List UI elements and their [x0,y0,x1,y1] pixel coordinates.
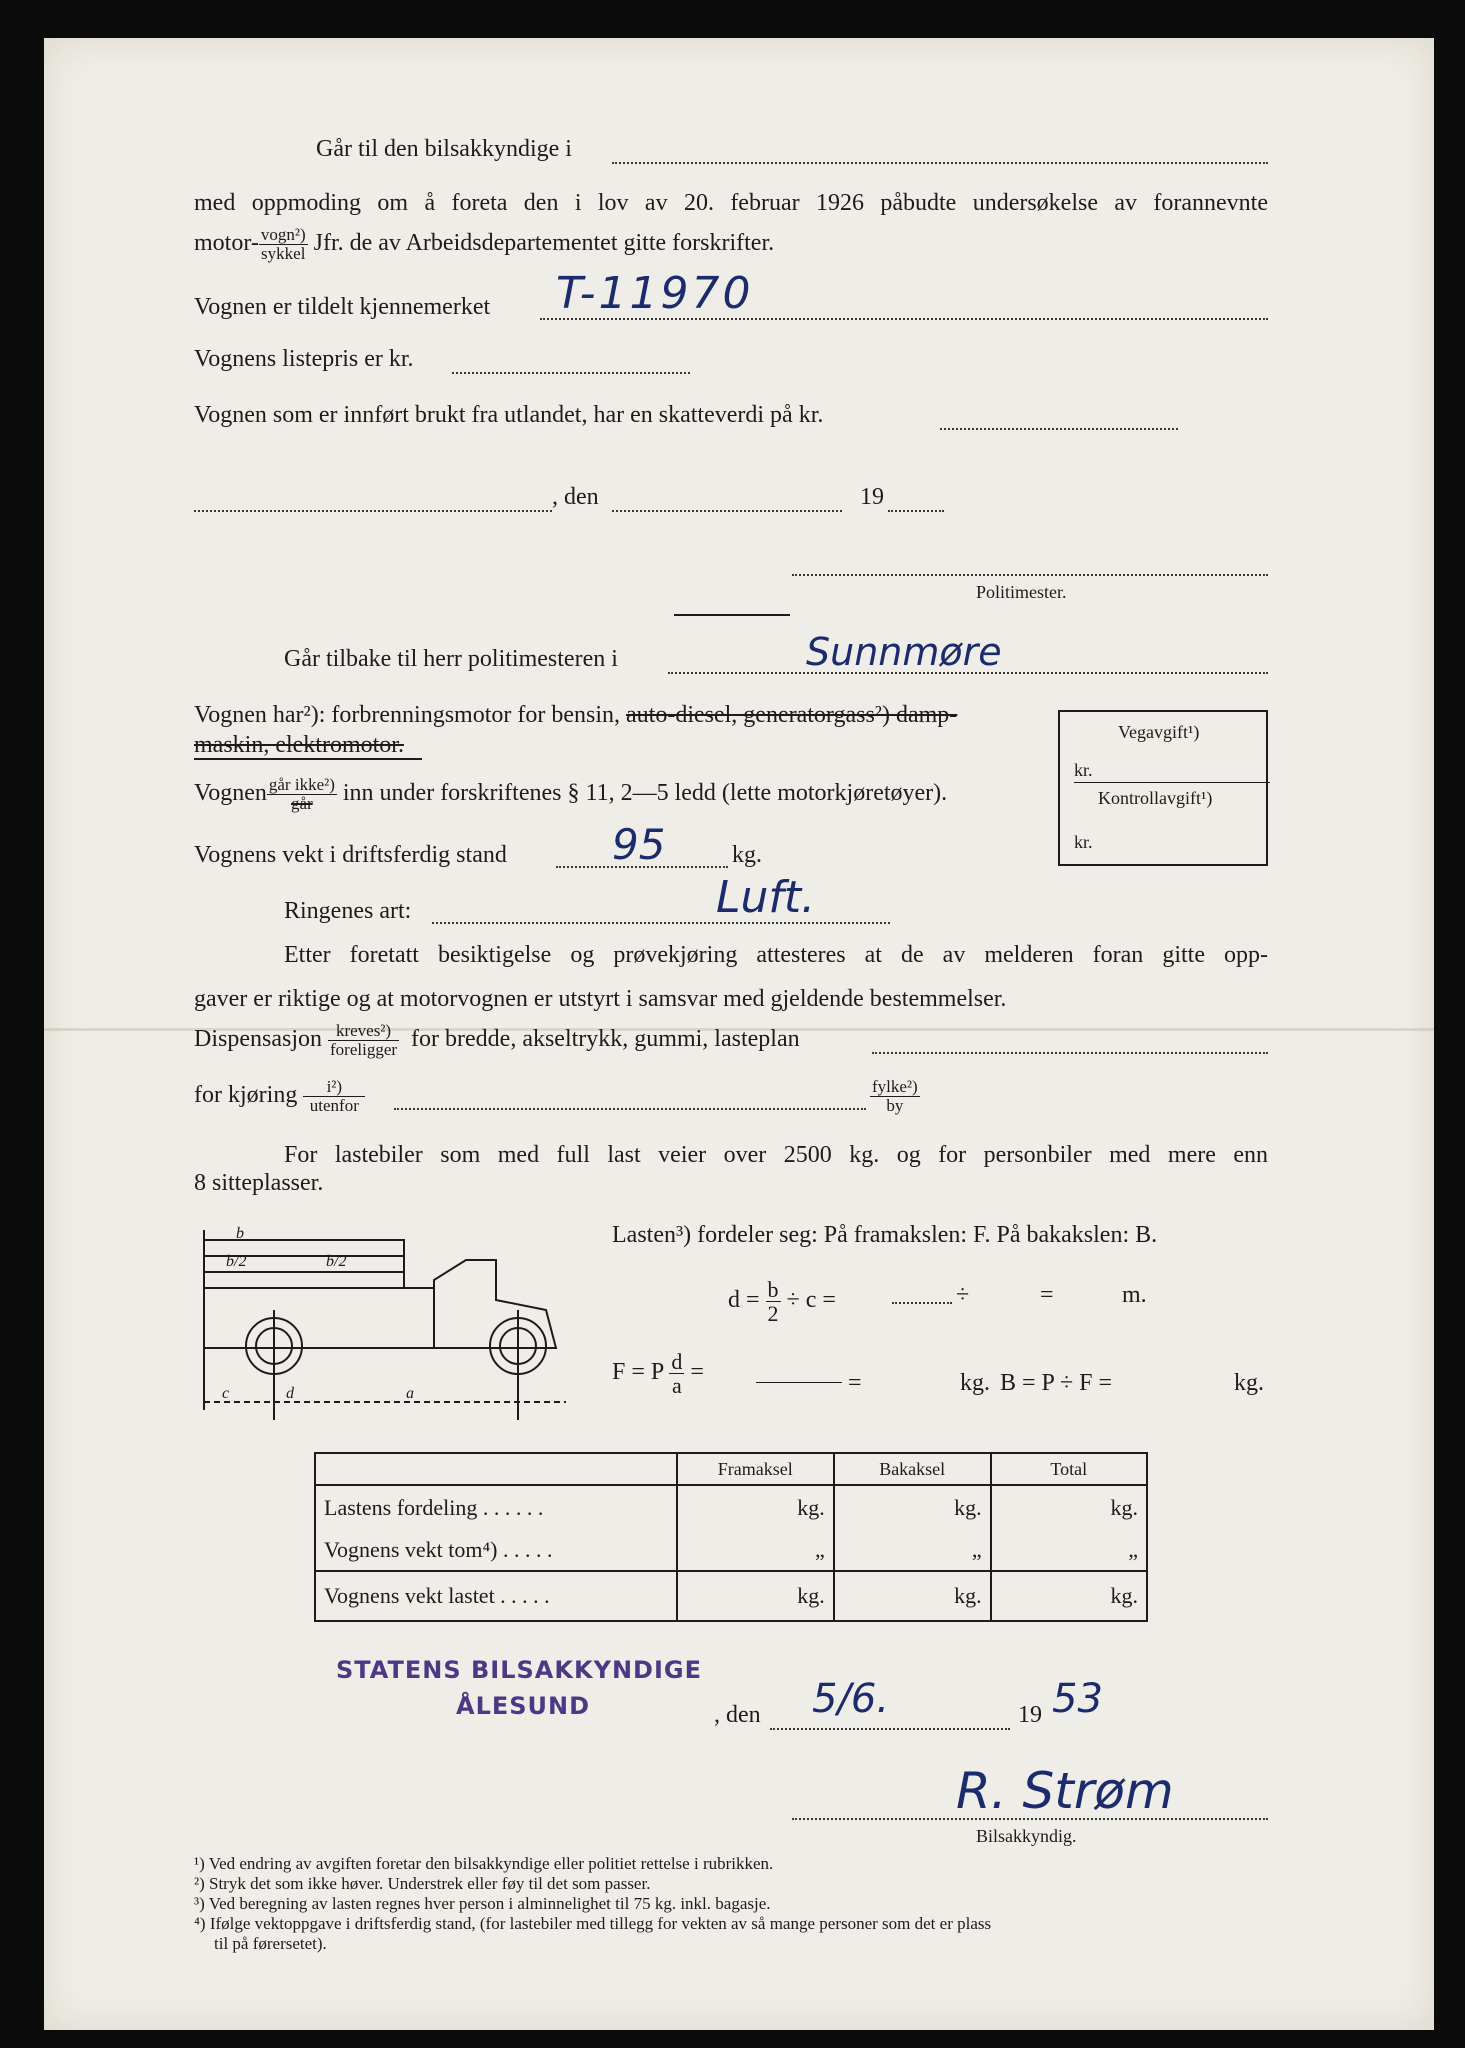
footnote-4-cont: til på førersetet). [214,1934,327,1953]
request-text: med oppmoding om å foreta den i lov av 20. februar 1926 påbudte undersøkelse av forannevnte [194,190,1268,216]
i-utenfor-fraction [303,1078,365,1115]
kjoring-field[interactable] [394,1108,866,1110]
date-value-2: 5/6. [812,1676,890,1722]
bilsakkyndig-label: Går til den bilsakkyndige i [316,136,572,162]
vekt-value: 95 [612,820,666,869]
table-row [315,1530,1147,1571]
motor-type-line1 [194,702,957,729]
truck-label-c: c [222,1385,230,1402]
truck-cab [434,1260,556,1348]
table-row-label: Vognens vekt lastet . . . . . [315,1571,677,1621]
year-value-2: 53 [1052,1676,1103,1722]
kontrollavgift-label: Kontrollavgift¹) [1098,788,1213,808]
year-label-1: 19 [860,484,884,510]
motor-type-underline [194,758,422,760]
year-label-2: 19 [1018,1702,1042,1728]
table-cell[interactable]: kg. [677,1485,834,1530]
ringer-label: Ringenes art: [284,898,412,924]
formula-f-frac [669,1350,684,1397]
politimester-sign-field[interactable] [792,574,1268,576]
frac-den: går [291,793,313,813]
truck-label-b: b [236,1225,244,1242]
stamp-line1: STATENS BILSAKKYNDIGE [336,1656,702,1684]
forskrift-rest: inn under forskriftenes § 11, 2—5 ledd (lette motorkjøretøyer). [342,779,948,806]
kreves-fraction [328,1022,399,1059]
bilsakkyndig-field[interactable] [612,162,1268,164]
den-label-2: , den [714,1702,761,1728]
dispensasjon-rest: for bredde, akseltrykk, gummi, lasteplan [411,1025,800,1052]
date-field-2[interactable] [770,1728,1010,1730]
vekt-unit: kg. [732,842,762,868]
lasten-text: Lasten³) fordeler seg: På framakslen: F. På bakakslen: B. [612,1222,1158,1248]
formula-d-field1[interactable] [892,1302,952,1304]
motor-line [194,226,774,263]
listepris-label: Vognens listepris er kr. [194,346,414,372]
frac-num: fylke²) [872,1077,918,1096]
vekt-label: Vognens vekt i driftsferdig stand [194,842,507,868]
formula-d-eq: = [1040,1282,1054,1308]
table-header-blank [315,1453,677,1485]
kjennemerke-label: Vognen er tildelt kjennemerket [194,294,491,320]
section-divider [674,614,790,616]
frac-num: b [767,1277,779,1302]
footnote-2: ²) Stryk det som ikke høver. Understrek eller føy til det som passer. [194,1874,651,1893]
truck-label-b2a: b/2 [226,1253,247,1270]
formula-d [728,1278,836,1325]
frac-num: d [671,1349,683,1374]
table-cell[interactable]: kg. [991,1485,1147,1530]
truck-chassis [204,1288,434,1348]
attest-line1: Etter foretatt besiktigelse og prøvekjøring attesteres at de av melderen foran gitte opp- [284,942,1268,968]
truck-label-d: d [286,1385,294,1402]
forskrift-line [194,776,947,813]
table-cell[interactable]: „ [677,1530,834,1571]
formula-d-minus: ÷ [956,1282,970,1308]
tilbake-value: Sunnmøre [806,630,1002,674]
frac-den: utenfor [309,1095,359,1115]
motor-prefix: motor- [194,229,259,256]
dispensasjon-line [194,1022,800,1059]
footnote-1: ¹) Ved endring av avgiften foretar den bilsakkyndige eller politiet rettelse i rubrikken. [194,1854,774,1873]
formula-b-kg: kg. [1234,1370,1264,1396]
table-header: Total [991,1453,1147,1485]
lastebil-line1: For lastebiler som med full last veier over 2500 kg. og for personbiler med mere enn [284,1142,1268,1168]
dispensasjon-field[interactable] [872,1052,1268,1054]
truck-label-a: a [406,1385,414,1402]
table-row [315,1571,1147,1621]
truck-label-b2b: b/2 [326,1253,347,1270]
signature-label: Bilsakkyndig. [976,1826,1077,1846]
kontrollavgift-kr: kr. [1074,832,1093,852]
frac-den: foreligger [330,1039,398,1059]
table-header-row [315,1453,1147,1485]
place-field-1[interactable] [194,510,552,512]
politimester-label: Politimester. [976,582,1067,602]
forskrifter-text: Jfr. de av Arbeidsdepartementet gitte forskrifter. [313,229,775,256]
frac-den: 2 [767,1301,779,1327]
formula-d-unit: m. [1122,1282,1147,1308]
footnote-4: ⁴) Ifølge vektoppgave i driftsferdig stand, (for lastebiler med tillegg for vekten av så mange personer som det er plass [194,1914,992,1933]
stamp-line2: ÅLESUND [456,1692,591,1720]
ringer-field[interactable] [432,922,890,924]
frac-num: vogn²) [260,225,306,244]
signature-value: R. Strøm [956,1762,1174,1820]
lastebil-line2: 8 sitteplasser. [194,1170,324,1196]
formula-f-left: F = P [612,1359,664,1386]
listepris-field[interactable] [452,372,690,374]
table-cell[interactable]: kg. [834,1485,991,1530]
table-row [315,1485,1147,1530]
gaar-fraction [267,776,337,813]
vegavgift-line [1074,782,1270,783]
table-row-label: Lastens fordeling . . . . . . [315,1485,677,1530]
frac-den: by [886,1095,904,1115]
truck-diagram [196,1210,576,1428]
table-cell[interactable]: kg. [677,1571,834,1621]
table-cell[interactable]: „ [991,1530,1147,1571]
load-table [314,1452,1148,1622]
formula-f-kg1: kg. [960,1370,990,1396]
formula-d-frac [766,1278,781,1325]
frac-den: sykkel [261,243,306,263]
fylke-by [870,1078,920,1115]
frac-den: a [671,1373,682,1399]
tilbake-label: Går tilbake til herr politimesteren i [284,646,618,672]
formula-f-fractionbar [756,1382,842,1383]
forskrift-prefix: Vognen [194,779,267,806]
formula-d-rest: ÷ c = [786,1287,836,1314]
frac-num: går ikke²) [268,775,335,794]
motor-type-prefix: Vognen har²): forbrenningsmotor for bensin, [194,702,620,728]
formula-f-eq2: = [848,1370,862,1396]
table-cell[interactable]: kg. [834,1571,991,1621]
footnote-3: ³) Ved beregning av lasten regnes hver person i alminnelighet til 75 kg. inkl. bagasje. [194,1894,771,1913]
formula-b: B = P ÷ F = [1000,1370,1113,1396]
formula-f-eq1: = [690,1359,704,1386]
skatteverdi-label: Vognen som er innført brukt fra utlandet, har en skatteverdi på kr. [194,402,824,428]
vogn-sykkel-fraction [259,226,308,263]
motor-type-struck1: auto-diesel, generatorgass²) damp- [626,702,958,728]
table-header: Framaksel [677,1453,834,1485]
ringer-value: Luft. [716,872,816,923]
kjoring-prefix: for kjøring [194,1081,298,1108]
kjoring-line [194,1078,365,1115]
dispensasjon-prefix: Dispensasjon [194,1025,322,1052]
fylke-by-fraction [870,1078,920,1115]
motor-type-struck2: maskin, elektromotor. [194,732,404,758]
year-field-1[interactable] [888,510,944,512]
formula-f [612,1350,704,1397]
attest-line2: gaver er riktige og at motorvognen er utstyrt i samsvar med gjeldende bestemmelser. [194,986,1007,1012]
table-cell[interactable]: „ [834,1530,991,1571]
table-cell[interactable]: kg. [991,1571,1147,1621]
frac-num: kreves²) [328,1022,399,1041]
vegavgift-kr: kr. [1074,760,1093,780]
table-header: Bakaksel [834,1453,991,1485]
den-label-1: , den [552,484,599,510]
date-field-1[interactable] [612,510,842,512]
formula-d-left: d = [728,1287,760,1314]
kjennemerke-value: T-11970 [556,268,754,319]
frac-num: i²) [303,1078,365,1097]
skatteverdi-field[interactable] [940,428,1178,430]
vegavgift-label: Vegavgift¹) [1118,722,1200,742]
table-row-label: Vognens vekt tom⁴) . . . . . [315,1530,677,1571]
